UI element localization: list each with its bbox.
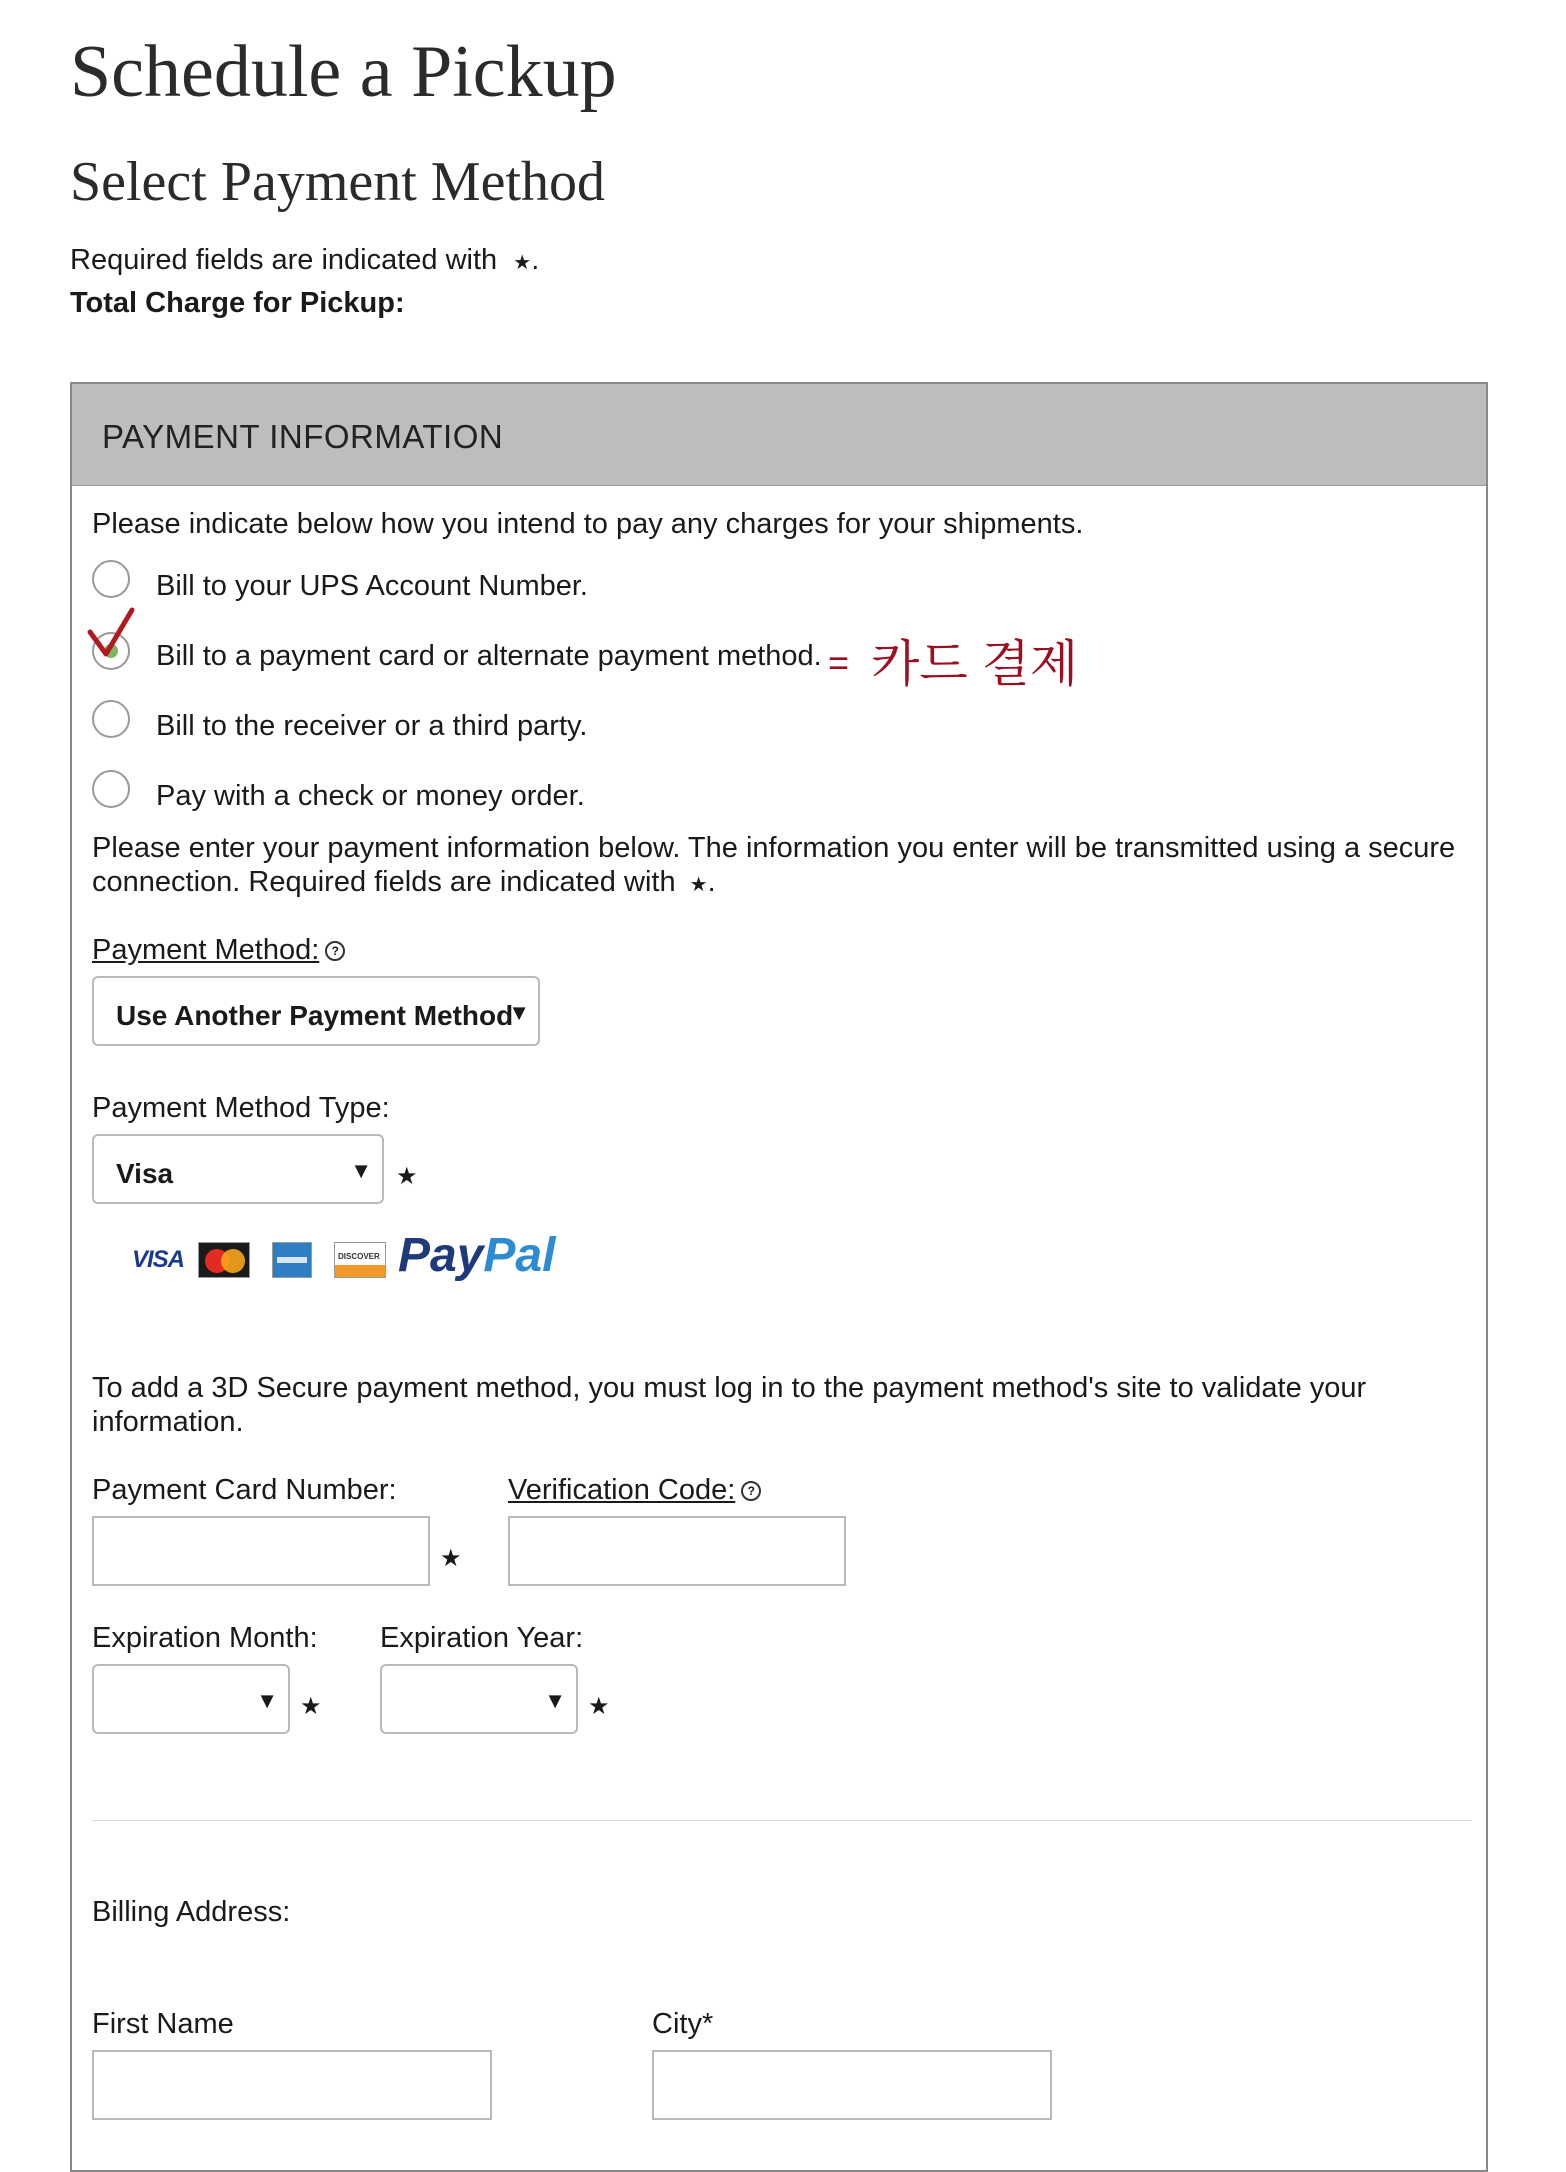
paypal-logo [398,1228,555,1283]
option-label-check-money-order: Pay with a check or money order. [156,780,585,812]
paypal-logo-pal: Pal [483,1229,556,1282]
secure-note-line2 [92,866,716,899]
secure3d-line2: information. [92,1406,244,1438]
page-subtitle: Select Payment Method [70,151,606,213]
payment-method-value: Use Another Payment Method [116,1000,514,1031]
panel-header-title: PAYMENT INFORMATION [102,418,504,455]
required-star-icon: ★ [689,874,708,896]
exp-month-label: Expiration Month: [92,1622,318,1654]
visa-logo: VISA [132,1246,185,1273]
chevron-down-icon: ▼ [256,1688,278,1713]
secure-note-line1: Please enter your payment information below. The information you enter will be transmitted using a secure [92,832,1456,864]
radio-receiver-third-party[interactable] [92,700,130,738]
paypal-logo-pay: Pay [398,1229,484,1282]
card-number-input[interactable] [92,1516,430,1586]
exp-year-select[interactable] [380,1664,578,1734]
secure-note-text: connection. Required fields are indicated with [92,866,676,898]
required-star-icon: ★ [588,1693,610,1720]
required-star-icon: ★ [396,1163,418,1190]
total-charge-label: Total Charge for Pickup: [70,287,405,319]
chevron-down-icon: ▼ [508,1000,530,1025]
required-star-icon: ★ [513,252,532,274]
annotation-text: 카드 결제 [871,636,1079,692]
discover-logo-text: DISCOVER [338,1252,380,1261]
payment-type-label: Payment Method Type: [92,1092,390,1124]
billing-address-label: Billing Address: [92,1896,291,1928]
panel-header [72,384,1486,486]
payment-method-select[interactable] [92,976,540,1046]
payment-type-value: Visa [116,1158,174,1189]
exp-year-label: Expiration Year: [380,1622,584,1654]
radio-check-money-order[interactable] [92,770,130,808]
chevron-down-icon: ▼ [544,1688,566,1713]
radio-ups-account[interactable] [92,560,130,598]
option-label-receiver-third-party: Bill to the receiver or a third party. [156,710,588,742]
required-note [70,244,539,277]
option-label-ups-account: Bill to your UPS Account Number. [156,570,588,602]
required-star-icon: ★ [300,1693,322,1720]
required-note-text: Required fields are indicated with [70,244,498,276]
payment-intro: Please indicate below how you intend to pay any charges for your shipments. [92,508,1084,540]
first-name-label: First Name [92,2008,234,2040]
chevron-down-icon: ▼ [350,1158,372,1183]
help-icon[interactable]: ? [741,1481,761,1501]
city-label: City* [652,2008,714,2040]
secure3d-line1: To add a 3D Secure payment method, you must log in to the payment method's site to validate your [92,1372,1367,1404]
payment-method-link[interactable]: Payment Method: [92,934,320,966]
help-icon[interactable]: ? [325,941,345,961]
verification-code-input[interactable] [508,1516,846,1586]
amex-logo [272,1242,312,1278]
payment-method-label[interactable] [92,934,345,967]
section-divider [92,1820,1472,1821]
annotation-equals: = [828,642,850,683]
page-title: Schedule a Pickup [70,31,617,113]
verification-code-link[interactable]: Verification Code: [508,1474,736,1506]
option-label-payment-card: Bill to a payment card or alternate payment method. [156,640,822,672]
discover-logo [334,1242,386,1278]
required-star-icon: ★ [440,1545,462,1572]
check-mark-icon [86,606,138,660]
payment-type-select[interactable] [92,1134,384,1204]
handwritten-annotation [828,624,1078,696]
mastercard-logo [198,1242,250,1278]
first-name-input[interactable] [92,2050,492,2120]
secure-note-period: . [707,866,716,898]
exp-month-select[interactable] [92,1664,290,1734]
verification-code-label[interactable] [508,1474,761,1507]
card-number-label: Payment Card Number: [92,1474,397,1506]
required-note-period: . [531,244,540,276]
city-input[interactable] [652,2050,1052,2120]
